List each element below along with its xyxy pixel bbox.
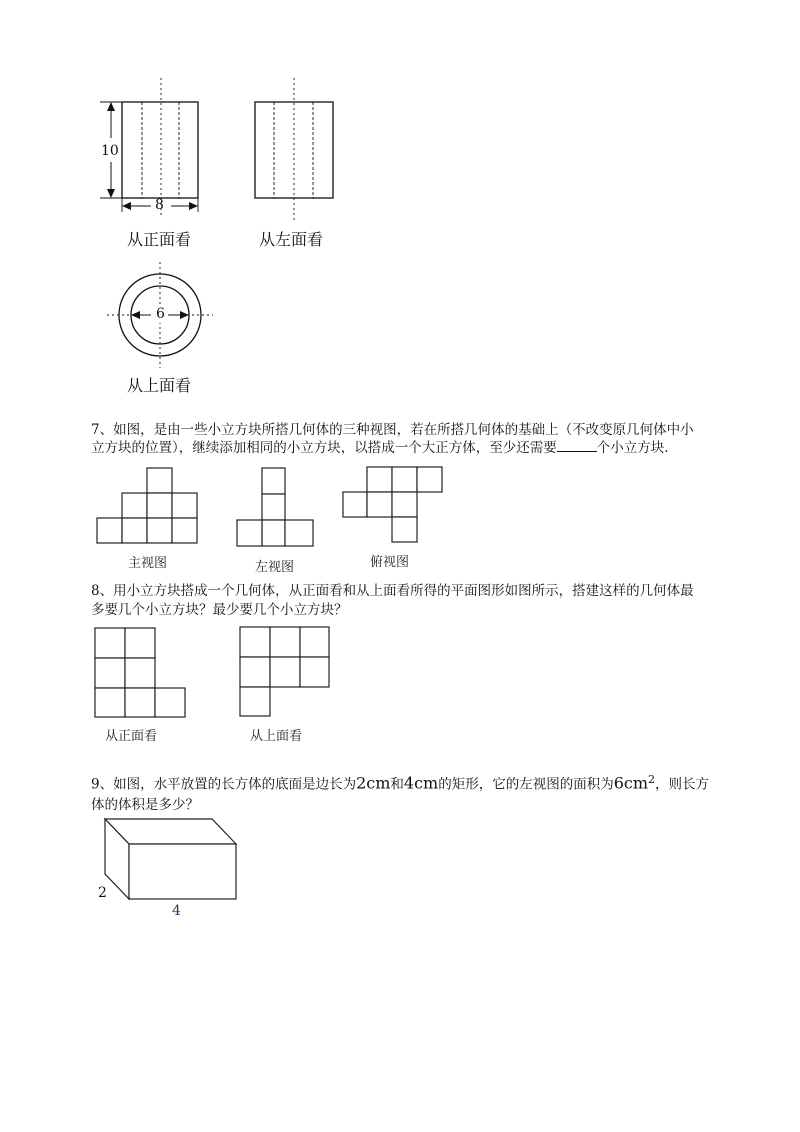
caption-top-view-q7: 俯视图 xyxy=(370,555,410,570)
cuboid-figure xyxy=(100,815,245,905)
cylinder-left-view xyxy=(250,75,340,225)
caption-top-view-q8: 从上面看 xyxy=(250,729,303,744)
q9-value-6cm: 6cm xyxy=(613,773,649,793)
q8-top-view xyxy=(239,626,334,721)
caption-front-view: 从正面看 xyxy=(127,230,192,249)
dimension-width-label: 8 xyxy=(155,197,164,213)
q9-value-2cm: 2cm xyxy=(356,773,391,793)
question-7-line-2-text: 立方块的位置），继续添加相同的小立方块，以搭成一个大正方体，至少还需要 xyxy=(91,440,557,456)
q8-front-view xyxy=(94,627,189,722)
question-8-line-2: 多要几个小立方块？最少要几个小立方块？ xyxy=(91,602,348,618)
question-8-line-1: 8、用小立方块搭成一个几何体，从正面看和从上面看所得的平面图形如图所示，搭建这样的几何体最 xyxy=(91,583,694,599)
question-7-line-1: 7、如图，是由一些小立方块所搭几何体的三种视图，若在所搭几何体的基础上（不改变原几何体中小 xyxy=(91,422,694,438)
dimension-height-label: 10 xyxy=(101,143,119,159)
dimension-diameter-label: 6 xyxy=(156,306,165,322)
q9-text-c: 的矩形，它的左视图的面积为 xyxy=(438,776,614,793)
caption-main-view: 主视图 xyxy=(128,556,168,571)
q9-text-d: ，则长方 xyxy=(655,776,710,793)
caption-top-view: 从上面看 xyxy=(127,376,192,395)
q9-value-4cm: 4cm xyxy=(403,773,439,793)
cuboid-length-label: 4 xyxy=(172,903,181,919)
q7-top-view xyxy=(342,466,447,546)
caption-left-view-q7: 左视图 xyxy=(255,560,295,575)
answer-blank[interactable] xyxy=(557,437,597,452)
question-7-line-2 xyxy=(91,435,669,461)
q7-main-view xyxy=(96,467,201,547)
cuboid-height-label: 2 xyxy=(98,885,107,901)
caption-front-view-q8: 从正面看 xyxy=(105,729,158,744)
q9-text-b: 和 xyxy=(390,776,404,793)
q9-text-a: 9、如图，水平放置的长方体的底面是边长为 xyxy=(91,776,357,793)
q9-superscript: 2 xyxy=(648,773,656,786)
question-7-line-2-end: 个小立方块. xyxy=(596,440,669,456)
caption-left-view: 从左面看 xyxy=(259,230,324,249)
q7-left-view xyxy=(235,467,320,552)
question-9-line-2: 体的体积是多少？ xyxy=(91,797,199,813)
